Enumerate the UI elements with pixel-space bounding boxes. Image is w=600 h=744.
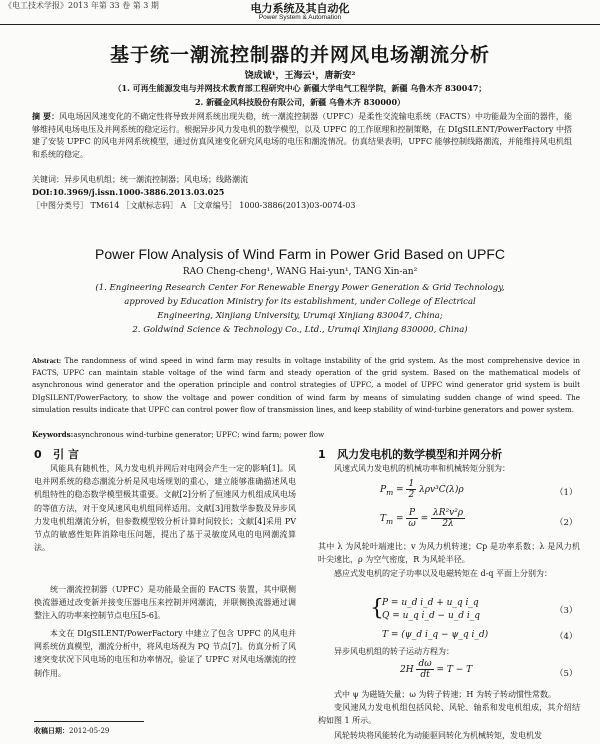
eq1-frac-den: 2 bbox=[408, 490, 415, 500]
eq1-body: λρv³C(λ)ρ bbox=[419, 485, 464, 495]
eq2-lhs: T bbox=[380, 514, 387, 524]
affiliation-cn-1: （1. 可再生能源发电与并网技术教育部工程研究中心 新疆大学电气工程学院，新疆 乌鲁木齐 830047； bbox=[113, 83, 487, 93]
model-paragraph-1: 风速式风力发电机的机械功率和机械转矩分别为： bbox=[334, 464, 510, 473]
paper-title-en: Power Flow Analysis of Wind Farm in Power Grid Based on UPFC bbox=[94, 246, 506, 262]
section-0-number: 0 bbox=[34, 448, 42, 461]
intro-paragraph-1: 风能具有随机性，风力发电机并网后对电网会产生一定的影响[1]。风电并网系统的稳态潮流分析是风电场规划的重心，建立能够准确描述风电机组特性的稳态数学模型极其重要。文献[2]分析了恒速风力机组成风电场的等值方法，对于变风速风电机组同样适用。文献[3]用数学参数及异步风力发电机组潮流分析，但参数模型较分析计算时间较长；文献[4]采用 PV 节点的敏感性矩阵消除电压问题，提出了基于灵敏度风电的电网潮流算法。 bbox=[34, 464, 296, 553]
keywords-en-text: asynchronous wind-turbine generator; UPFC; wind farm; power flow bbox=[73, 430, 325, 439]
section-1-number: 1 bbox=[318, 448, 326, 461]
classification-line: ［中图分类号］ TM614 ［文献标志码］ A ［文章编号］ 1000-3886(2013)03-0074-03 bbox=[32, 201, 356, 210]
eq2-fraction-2 bbox=[431, 508, 465, 529]
eq2-fraction-1 bbox=[406, 508, 417, 529]
eq5-lhs: 2H bbox=[400, 665, 414, 675]
header-rule bbox=[0, 24, 600, 25]
model-paragraph-7: 风轮转块将风能转化为动能驱同转化为机械转矩，发电机发 bbox=[334, 731, 542, 740]
keywords-en-label: Keywords: bbox=[32, 430, 74, 439]
running-header-left: 《电工技术学报》2013 年第 33 卷 第 3 期 bbox=[4, 1, 159, 10]
received-date-label: 收稿日期： bbox=[34, 726, 69, 735]
eq5-fraction bbox=[416, 659, 433, 680]
eq2-frac1-num: P bbox=[406, 508, 417, 519]
eq3-line-1: P = u_d i_d + u_q i_q bbox=[382, 598, 479, 608]
eq1-fraction bbox=[406, 479, 416, 500]
eq5-frac-den: dt bbox=[420, 670, 430, 680]
affiliation-en-2: approved by Education Ministry for its establishment, under College of Electrical bbox=[124, 297, 476, 307]
section-1-heading bbox=[318, 446, 502, 462]
authors-cn: 饶成诚¹，王海云¹，唐新安² bbox=[244, 71, 356, 81]
equation-2: $T_m$ = $\frac{P}{\omega}$ = $\frac{\text{λR²v²ρ}}{2\lambda}$ bbox=[380, 508, 464, 529]
journal-section-title: 电力系统及其自动化 bbox=[250, 2, 350, 15]
eq4-number: （4） bbox=[555, 632, 578, 642]
abstract-cn-text: 风电场因风速变化的不确定性将导致并网系统出现失稳，统一潮流控制器（UPFC）是柔性交流输电系统（FACTS）中功能最为全面的器件，能够维持风电场电压及并网系统的稳定运行。根据异步风力发电机的数学模型，以及 UPFC 的工作原理和控制策略，在 DIgSILENT/PowerFactory 中搭建了安装 UPFC 的风电并网系统模型，通过仿真风速变化研究风电场的电压和潮流情况。仿真结果表明，UPFC 能够控制线路潮流，并能维持风电机组和系统的稳定。 bbox=[32, 112, 572, 159]
eq3-number: （3） bbox=[555, 606, 578, 616]
intro-paragraph-3: 本文在 DIgSILENT/PowerFactory 中建立了包含 UPFC 的风电并网系统仿真模型，潮流分析中，将风电场视为 PQ 节点[7]。仿真分析了风速突变状况下风电场的电压和功率情况，验证了 UPFC 对风电场潮流的控制作用。 bbox=[34, 629, 296, 678]
model-paragraph-6: 变风速风力发电机组包括风轮、风轮、轴系和发电机组成，其介绍结构如图 1 所示。 bbox=[318, 703, 580, 726]
eq2-frac2-den: 2λ bbox=[442, 519, 454, 529]
eq2-frac2-num: λR²v²ρ bbox=[433, 508, 464, 518]
received-date bbox=[34, 726, 109, 736]
eq2-number: （2） bbox=[555, 518, 578, 528]
eq5-rhs: = T − T bbox=[436, 665, 473, 675]
model-paragraph-4: 异步风电机组的转子运动方程为： bbox=[334, 647, 454, 656]
doi: DOI:10.3969/j.issn.1000-3886.2013.03.025 bbox=[32, 187, 225, 197]
model-paragraph-2: 其中 λ 为风轮叶端速比；v 为风力机转速；Cp 是功率系数；λ 是风力机叶尖速比，ρ 为空气密度，R 为风轮半径。 bbox=[318, 542, 580, 565]
abstract-cn bbox=[32, 111, 572, 161]
affiliation-cn-2: 2. 新疆金风科技股份有限公司，新疆 乌鲁木齐 830000） bbox=[194, 97, 406, 107]
keywords-en bbox=[32, 430, 324, 439]
paper-title-cn: 基于统一潮流控制器的并网风电场潮流分析 bbox=[109, 44, 490, 66]
abstract-en bbox=[32, 355, 580, 416]
section-0-title: 引 言 bbox=[53, 448, 79, 461]
eq2-frac1-den: ω bbox=[408, 519, 416, 529]
abstract-en-text: The randomness of wind speed in wind farm may results in voltage instability of the grid system. As the most comprehensive device in FACTS, UPFC can maintain stable voltage of the wind farm and steady operation of the grid system. Based on the mathematical models of asynchronous wind generator and the operation principle and control strategies of UPFC, a model of UPFC wind generator grid system is built DIgSILENT/PowerFactory, to show the voltage and power condition of wind farm by means of simulating sudden change of wind speed. The simulation results indicate that UPFC can control power flow of transmission lines, and keep stability of wind-turbine generators and power system. bbox=[32, 356, 580, 414]
eq3-brace: { bbox=[370, 596, 384, 621]
eq5-number: （5） bbox=[555, 669, 578, 679]
abstract-en-label: Abstract: bbox=[32, 357, 62, 365]
eq3-line-2: Q = u_q i_d − u_d i_q bbox=[382, 611, 481, 621]
authors-en: RAO Cheng-cheng¹, WANG Hai-yun¹, TANG Xin-an² bbox=[182, 267, 418, 277]
eq2-lhs-sub: m bbox=[386, 516, 394, 526]
model-paragraph-5: 式中 ψ 为磁链矢量；ω 为转子转速；H 为转子转动惯性常数。 bbox=[334, 690, 556, 699]
affiliation-en-1: (1. Engineering Research Center For Renewable Energy Power Generation & Grid Technology, bbox=[95, 283, 505, 293]
eq1-number: （1） bbox=[555, 488, 578, 498]
model-paragraph-3: 感应式发电机的定子功率以及电磁转矩在 d-q 平面上分别为： bbox=[334, 569, 553, 578]
eq1-lhs: P bbox=[380, 485, 387, 495]
section-0-heading bbox=[34, 446, 79, 462]
received-date-value: 2012-05-29 bbox=[69, 727, 110, 735]
affiliation-en-3: Engineering, Xinjiang University, Urumqi Xinjiang 830047, China; bbox=[157, 311, 443, 321]
eq1-lhs-sub: m bbox=[386, 487, 394, 497]
intro-paragraph-2: 统一潮流控制器（UPFC）是功能最全面的 FACTS 装置，其中联侧换流器通过改变新并接变压器电压来控制并网潮流，并联侧换流器通过调整注入的功率来控制节点电压[5-6]。 bbox=[34, 585, 296, 621]
equation-5 bbox=[400, 659, 472, 680]
equation-4: T = (ψ_d i_q − ψ_q i_d) bbox=[382, 630, 489, 640]
keywords-cn: 关键词：异步风电机组；统一潮流控制器；风电场；线路潮流 bbox=[32, 175, 248, 184]
journal-section-subtitle: Power System & Automation bbox=[258, 14, 342, 21]
section-1-title: 风力发电机的数学模型和并网分析 bbox=[337, 448, 503, 461]
equation-1: $P_m$ = $\frac{1}{2}$ λρv³C(λ)ρ bbox=[380, 479, 464, 500]
eq1-frac-num: 1 bbox=[408, 479, 415, 489]
abstract-cn-label: 摘 要： bbox=[32, 112, 60, 121]
footnote-rule bbox=[34, 721, 144, 722]
eq5-frac-num: dω bbox=[418, 659, 432, 669]
affiliation-en-4: 2. Goldwind Science & Technology Co., Ltd., Urumqi Xinjiang 830000, China) bbox=[132, 325, 468, 335]
